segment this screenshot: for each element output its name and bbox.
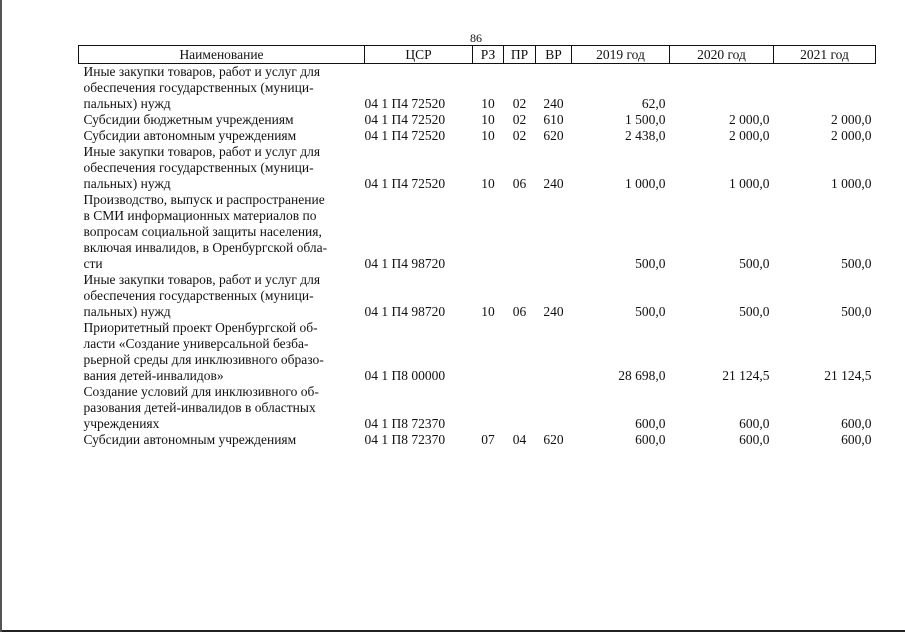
row-csr: 04 1 П4 72520 (364, 112, 446, 127)
row-name: Субсидии автономным учреждениям (83, 432, 297, 447)
column-header-2019: 2019 год (572, 46, 670, 64)
row-name: Производство, выпуск и распространение в СМИ информационных материалов по вопросам социальной защиты населения, включая инвалидов, в Оренбургской обла- сти (83, 192, 328, 271)
table-row (79, 112, 876, 128)
row-rz: 10 (481, 128, 495, 143)
row-2020: 1 000,0 (729, 176, 770, 191)
table-header-row (79, 46, 876, 64)
row-vr: 610 (543, 112, 564, 127)
budget-table (78, 45, 876, 448)
row-name: Приоритетный проект Оренбургской об- ласти «Создание универсальной безба- рьерной среды для инклюзивного образо- вания детей-инвалидов» (83, 320, 324, 383)
row-2019: 62,0 (641, 96, 666, 111)
row-2021: 21 124,5 (824, 368, 872, 383)
row-2020: 600,0 (739, 432, 770, 447)
row-2020: 500,0 (739, 256, 770, 271)
row-pr (504, 192, 536, 272)
row-rz: 10 (481, 176, 495, 191)
row-name: Субсидии автономным учреждениям (83, 128, 297, 143)
table-row (79, 272, 876, 320)
row-vr: 240 (543, 176, 564, 191)
column-header-rz: РЗ (473, 46, 504, 64)
row-rz (473, 192, 504, 272)
row-2020: 600,0 (739, 416, 770, 431)
row-name: Создание условий для инклюзивного об- разования детей-инвалидов в областных учреждениях (83, 384, 319, 431)
row-pr: 04 (512, 432, 527, 447)
row-csr: 04 1 П4 72520 (364, 128, 446, 143)
row-2021: 2 000,0 (831, 128, 872, 143)
table-row (79, 64, 876, 113)
row-csr: 04 1 П4 98720 (364, 256, 446, 271)
column-header-2020: 2020 год (670, 46, 774, 64)
row-rz (473, 384, 504, 432)
row-2020 (670, 64, 774, 113)
row-name: Субсидии бюджетным учреждениям (83, 112, 294, 127)
table-row (79, 320, 876, 384)
row-pr (504, 384, 536, 432)
row-csr: 04 1 П4 72520 (364, 96, 446, 111)
row-rz: 07 (481, 432, 495, 447)
row-2020: 21 124,5 (722, 368, 770, 383)
table-row (79, 384, 876, 432)
row-vr (536, 384, 572, 432)
row-2021: 2 000,0 (831, 112, 872, 127)
page-left-edge (0, 0, 2, 632)
row-pr (504, 320, 536, 384)
row-2019: 600,0 (635, 432, 666, 447)
row-rz: 10 (481, 96, 495, 111)
row-csr: 04 1 П4 72520 (364, 176, 446, 191)
row-name: Иные закупки товаров, работ и услуг для обеспечения государственных (муници- пальных) нужд (83, 144, 321, 191)
row-csr: 04 1 П8 00000 (364, 368, 446, 383)
row-2021: 1 000,0 (831, 176, 872, 191)
row-pr: 02 (512, 112, 527, 127)
row-pr: 02 (512, 96, 527, 111)
table-row (79, 144, 876, 192)
column-header-pr: ПР (504, 46, 536, 64)
row-vr (536, 192, 572, 272)
row-2021 (774, 64, 876, 113)
row-2019: 2 438,0 (625, 128, 666, 143)
row-2019: 1 000,0 (625, 176, 666, 191)
row-rz (473, 320, 504, 384)
row-2020: 2 000,0 (729, 128, 770, 143)
row-name: Иные закупки товаров, работ и услуг для обеспечения государственных (муници- пальных) нужд (83, 272, 321, 319)
row-vr: 620 (543, 432, 564, 447)
row-vr: 240 (543, 304, 564, 319)
row-rz: 10 (481, 112, 495, 127)
row-csr: 04 1 П8 72370 (364, 432, 446, 447)
row-2019: 1 500,0 (625, 112, 666, 127)
row-vr (536, 320, 572, 384)
row-vr: 240 (543, 96, 564, 111)
row-2019: 500,0 (635, 256, 666, 271)
row-pr: 06 (512, 304, 527, 319)
table-row (79, 128, 876, 144)
row-2021: 500,0 (841, 304, 872, 319)
row-2019: 28 698,0 (618, 368, 666, 383)
page-bottom-edge (0, 630, 905, 632)
row-csr: 04 1 П4 98720 (364, 304, 446, 319)
table-row (79, 432, 876, 448)
row-pr: 02 (512, 128, 527, 143)
row-2021: 500,0 (841, 256, 872, 271)
row-pr: 06 (512, 176, 527, 191)
row-2019: 600,0 (635, 416, 666, 431)
row-rz: 10 (481, 304, 495, 319)
row-csr: 04 1 П8 72370 (364, 416, 446, 431)
row-name: Иные закупки товаров, работ и услуг для обеспечения государственных (муници- пальных) нужд (83, 64, 321, 111)
column-header-name: Наименование (79, 46, 365, 64)
row-vr: 620 (543, 128, 564, 143)
column-header-csr: ЦСР (365, 46, 473, 64)
row-2021: 600,0 (841, 432, 872, 447)
table-row (79, 192, 876, 272)
row-2020: 2 000,0 (729, 112, 770, 127)
row-2020: 500,0 (739, 304, 770, 319)
row-2021: 600,0 (841, 416, 872, 431)
row-2019: 500,0 (635, 304, 666, 319)
page-number: 86 (470, 31, 482, 45)
column-header-2021: 2021 год (774, 46, 876, 64)
column-header-vr: ВР (536, 46, 572, 64)
